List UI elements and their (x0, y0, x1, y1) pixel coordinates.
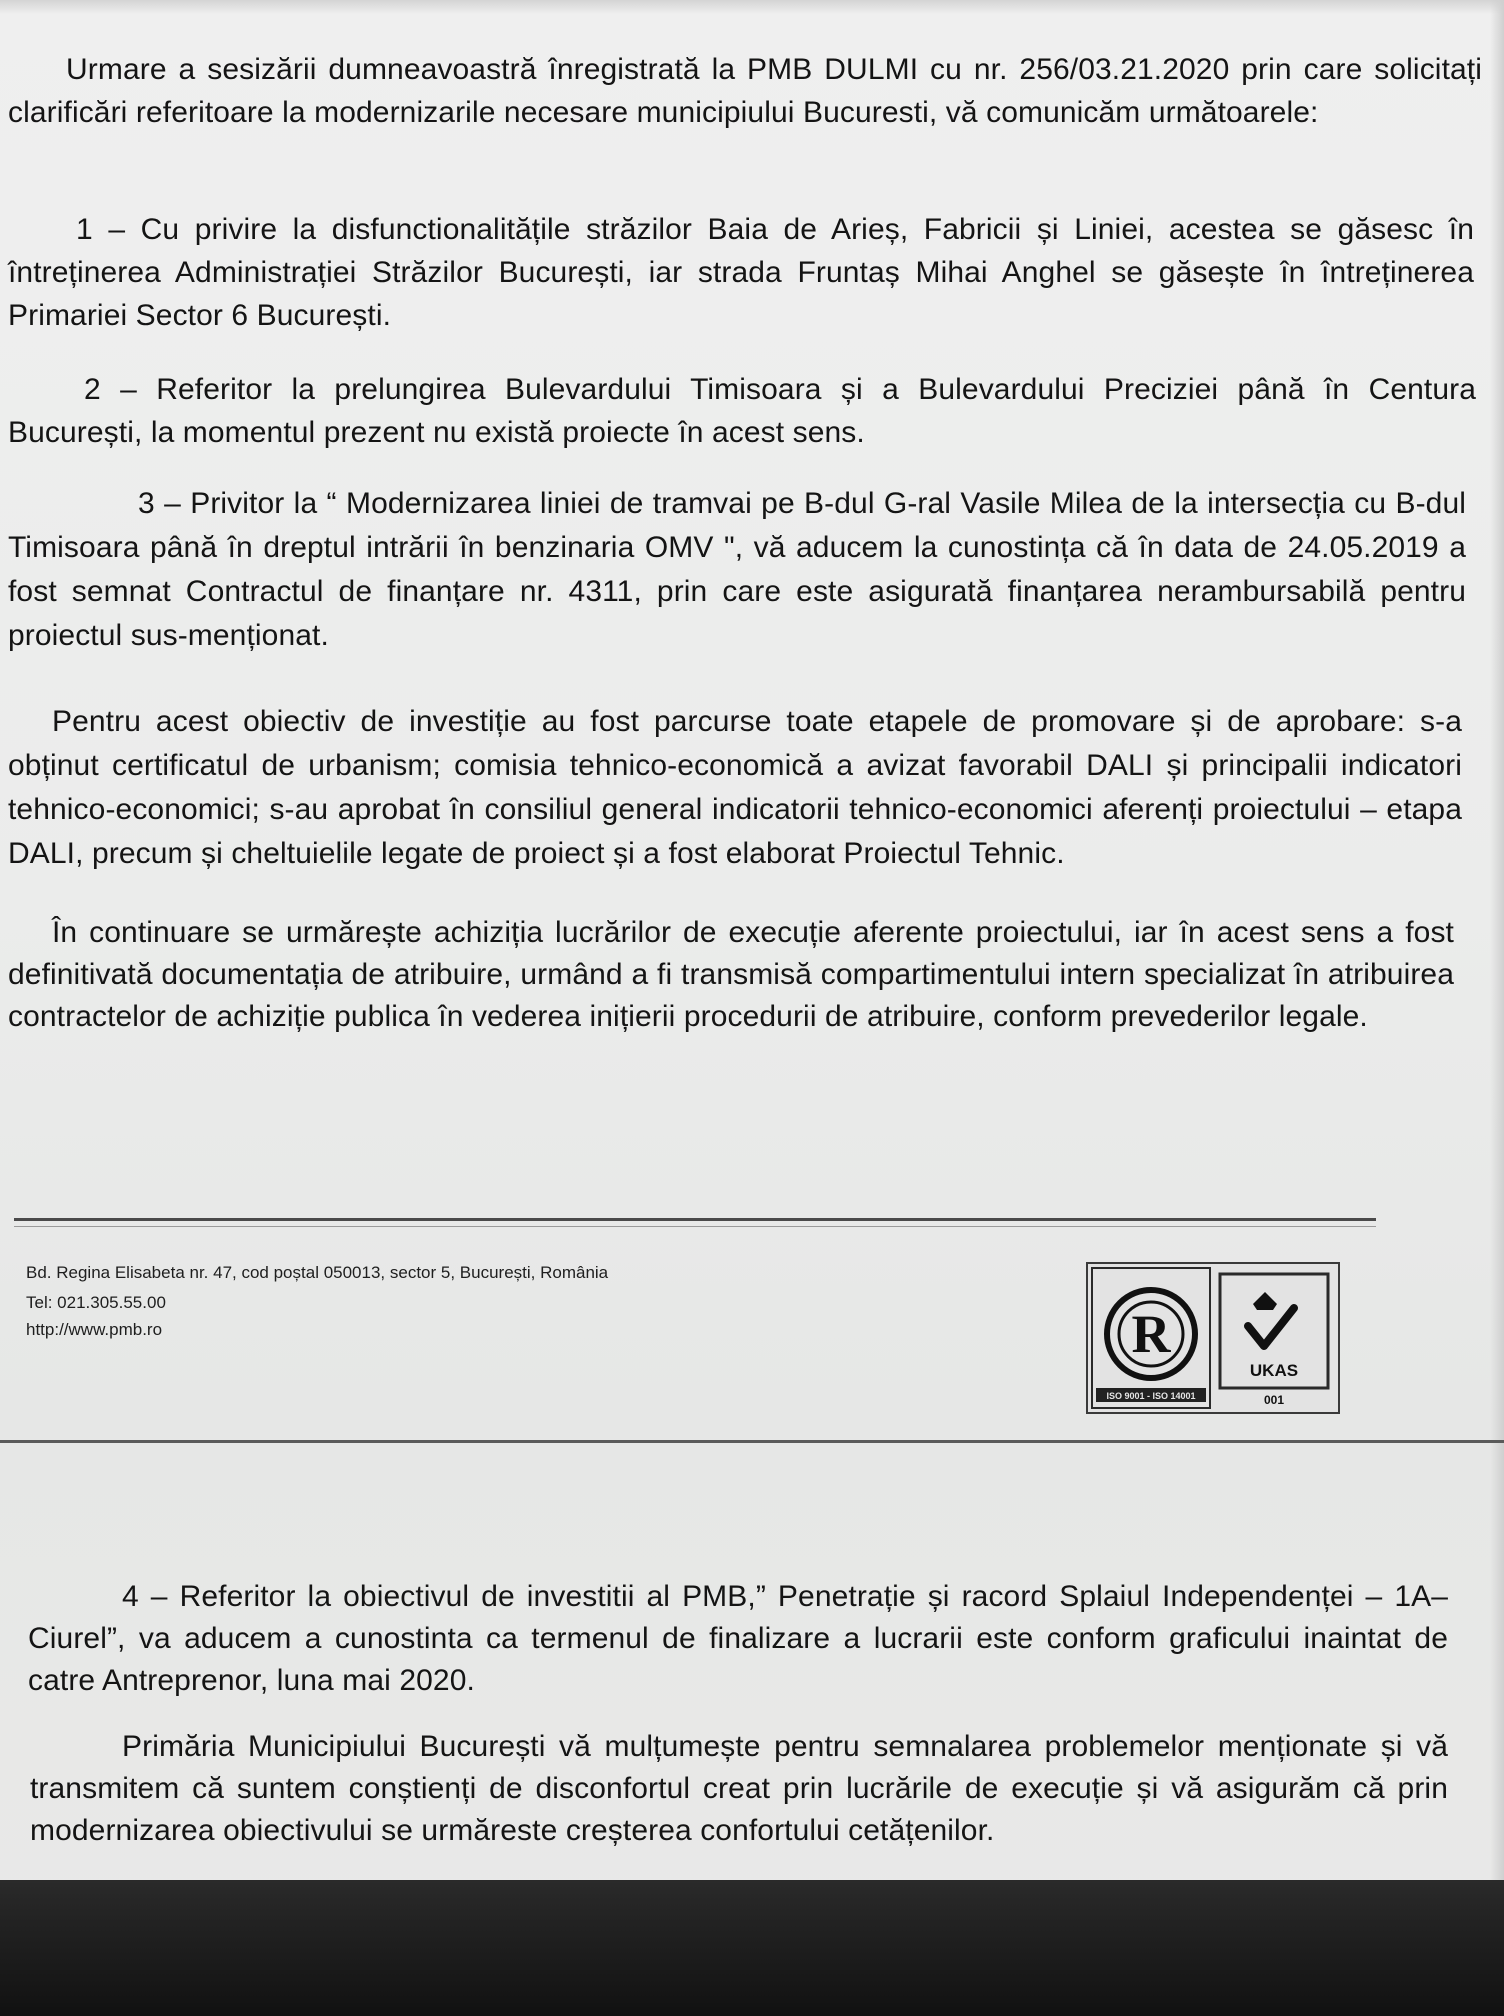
paragraph-point-3-approvals: Pentru acest obiectiv de investiție au fost parcurse toate etapele de promovare și de aprobare: s-a obținut certificatul de urbanism; comisia tehnico-economică a avizat favorabil DALI și principalii indicatori tehnico-economici; s-au aprobat în consiliul general indicatorii tehnico-economici aferenți proiectului – etapa DALI, precum și cheltuielile legate de proiect și a fost elaborat Proiectul Tehnic. (8, 705, 1462, 870)
page-top-shadow (0, 0, 1504, 14)
certification-seal-icon (1088, 1264, 1338, 1412)
page-break (0, 1440, 1504, 1443)
footer-phone: Tel: 021.305.55.00 (26, 1293, 166, 1312)
certification-logos (1086, 1262, 1340, 1414)
page-right-edge (1490, 0, 1504, 1880)
iso-label: ISO 9001 - ISO 14001 (1106, 1391, 1196, 1401)
paragraph-point-3-procurement: În continuare se urmărește achiziția lucrărilor de execuție aferente proiectului, iar în acest sens a fost definitivată documentația de atribuire, urmând a fi transmisă compartimentului intern specializat în atribuirea contractelor de achiziție publica în vederea inițierii procedurii de atribuire, conform prevederilor legale. (8, 916, 1454, 1033)
paragraph-point-3: 3 – Privitor la “ Modernizarea liniei de tramvai pe B-dul G-ral Vasile Milea de la intersecția cu B-dul Timisoara până în dreptul intrării în benzinaria OMV ", vă aducem la cunostința că în data de 24.05.2019 a fost semnat Contractul de finanțare nr. 4311, prin care este asigurată finanțarea nerambursabilă pentru proiectul sus-menționat. (8, 487, 1466, 652)
footer-website: http://www.pmb.ro (26, 1320, 163, 1339)
paragraph-point-1: 1 – Cu privire la disfunctionalitățile străzilor Baia de Arieș, Fabricii și Liniei, acestea se găsesc în întreținerea Administrației Străzilor București, iar strada Fruntaș Mihai Anghel se găsește în întreținerea Primariei Sector 6 București. (8, 213, 1474, 332)
ukas-code: 001 (1263, 1393, 1285, 1407)
footer-rule-thin (14, 1226, 1376, 1227)
footer-rule (14, 1218, 1376, 1221)
ukas-label: UKAS (1249, 1361, 1299, 1380)
paragraph-intro: Urmare a sesizării dumneavoastră înregistrată la PMB DULMI cu nr. 256/03.21.2020 prin care solicitați clarificări referitoare la modernizarile necesare municipiului Bucuresti, vă comunicăm următoarele: (8, 53, 1482, 129)
screen-bottom-bezel (0, 1880, 1504, 2016)
paragraph-closing: Primăria Municipiului București vă mulțumește pentru semnalarea problemelor menționate și vă transmitem că suntem conștienți de disconfortul creat prin lucrările de execuție și vă asigurăm că prin modernizarea obiectivului se urmăreste creșterea confortului cetățenilor. (30, 1730, 1448, 1847)
paragraph-point-2: 2 – Referitor la prelungirea Bulevardului Timisoara și a Bulevardului Preciziei până în Centura București, la momentul prezent nu există proiecte în acest sens. (8, 373, 1476, 449)
paragraph-point-4: 4 – Referitor la obiectivul de investitii al PMB,” Penetrație și racord Splaiul Independenței – 1A– Ciurel”, va aducem a cunostinta ca termenul de finalizare a lucrarii este conform graficului inaintat de catre Antreprenor, luna mai 2020. (28, 1580, 1448, 1697)
registered-mark: R (1131, 1304, 1171, 1364)
footer-address: Bd. Regina Elisabeta nr. 47, cod poștal 050013, sector 5, București, România (26, 1263, 609, 1282)
